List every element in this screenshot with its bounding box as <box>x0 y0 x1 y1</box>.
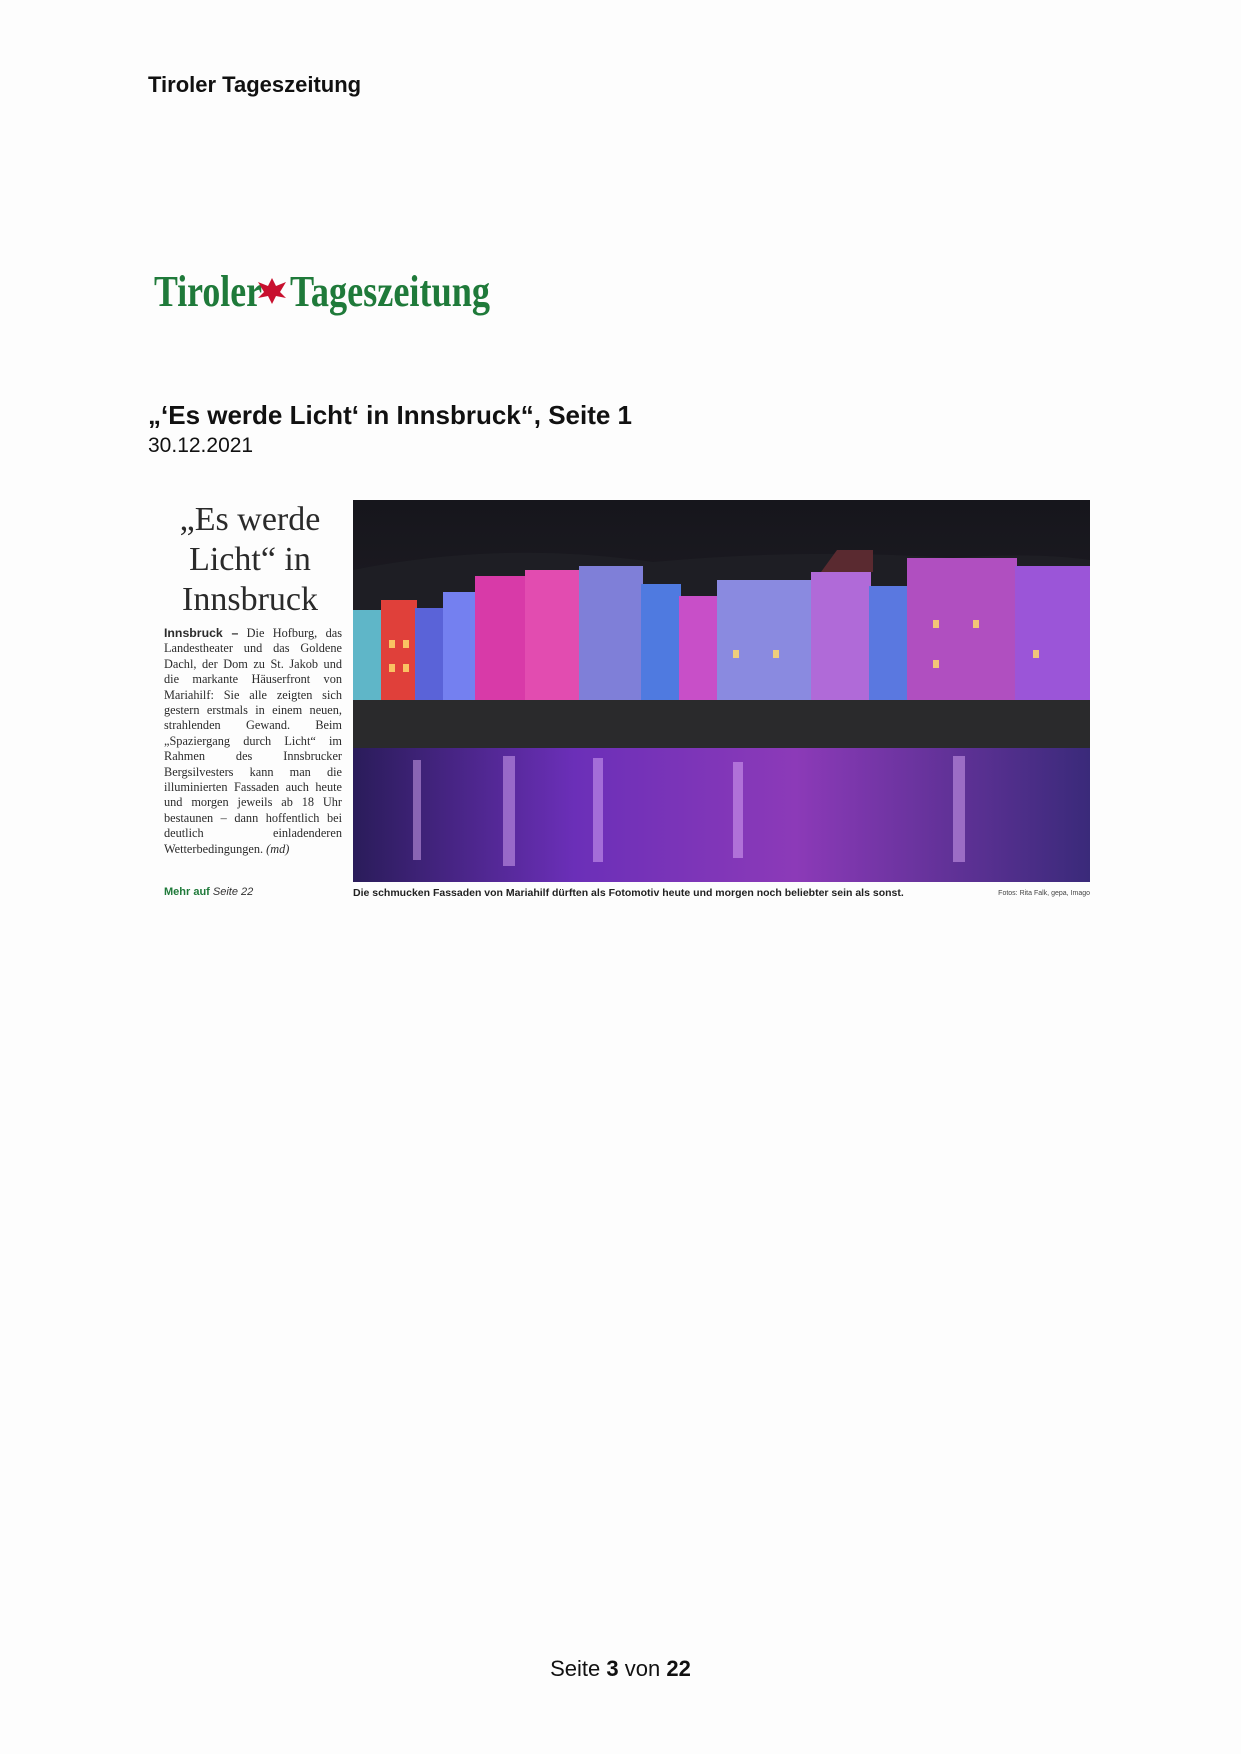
clipping-body <box>164 626 342 857</box>
clipping-signature: (md) <box>266 841 290 856</box>
clipping-lead: Innsbruck – <box>164 626 239 640</box>
footer-von: von <box>624 1656 661 1681</box>
eagle-icon <box>258 278 286 304</box>
page-footer <box>0 1656 1241 1682</box>
footer-total-pages: 22 <box>666 1656 691 1681</box>
photo-caption: Die schmucken Fassaden von Mariahilf dürften als Fotomotiv heute und morgen noch beliebter sein als sonst. <box>353 887 904 899</box>
photo-illuminated-facades <box>353 500 1090 882</box>
more-link <box>164 886 253 898</box>
headline-line: Licht“ in <box>189 541 311 578</box>
header-publication: Tiroler Tageszeitung <box>148 72 362 97</box>
publication-logo <box>154 262 494 320</box>
svg-text:Tageszeitung: Tageszeitung <box>290 267 490 316</box>
article-title: „‘Es werde Licht‘ in Innsbruck“, Seite 1 <box>148 400 633 430</box>
photo-credit: Fotos: Rita Falk, gepa, Imago <box>998 890 1090 897</box>
svg-text:Tiroler: Tiroler <box>154 267 262 316</box>
headline-line: „Es werde <box>179 501 321 538</box>
footer-current-page: 3 <box>606 1656 619 1681</box>
article-date: 30.12.2021 <box>148 434 254 457</box>
clipping-text: Die Hofburg, das Landestheater und das Goldene Dachl, der Dom zu St. Jakob und die markante Häuserfront von Mariahilf: Sie alle zeigten sich gestern erstmals in einem neuen, strahlenden Gewand. Beim „Spaziergang durch Licht“ im Rahmen des Innsbrucker Bergsilvesters kann man die illuminierten Fassaden auch heute und morgen jeweils ab 18 Uhr bestaunen – dann hoffentlich bei deutlich einladenderen Wetterbedingungen. <box>164 626 342 856</box>
headline-line: Innsbruck <box>182 581 318 618</box>
more-page: Seite 22 <box>212 886 254 898</box>
clipping-headline <box>160 500 340 620</box>
newspaper-clipping <box>160 500 1090 900</box>
footer-prefix: Seite <box>550 1656 601 1681</box>
more-label: Mehr auf <box>164 886 210 898</box>
